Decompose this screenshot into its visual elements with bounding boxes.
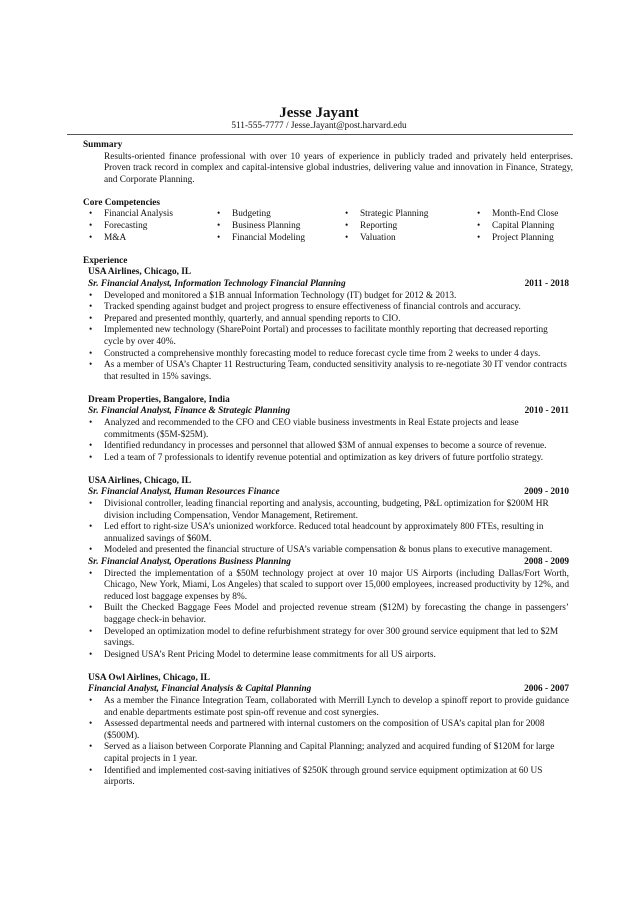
competency-item: • Capital Planning <box>476 221 576 233</box>
achievement-item: • Identified and implemented cost-saving initiatives of $250K through ground service equipment optimization at 60 US airports. <box>88 766 573 789</box>
achievement-item: • Prepared and presented monthly, quarterly, and annual spending reports to CIO. <box>88 314 573 326</box>
competency-item: • Financial Modeling <box>216 233 344 245</box>
achievement-item: • Built the Checked Baggage Fees Model and projected revenue stream ($12M) by forecasting the change in passengers’ baggage check-in behavior. <box>88 603 573 626</box>
competency-item: • Budgeting <box>216 209 344 221</box>
achievement-item: • Identified redundancy in processes and personnel that allowed $3M of annual expenses to become a source of revenue. <box>88 441 573 453</box>
achievement-item: • Developed an optimization model to define refurbishment strategy for over 300 ground service equipment that led to $2M savings. <box>88 627 573 650</box>
job-role <box>88 487 573 499</box>
candidate-name: Jesse Jayant <box>279 105 359 121</box>
achievement-item: • Served as a liaison between Corporate Planning and Capital Planning; analyzed and acquired funding of $120M for large capital projects in 1 year. <box>88 742 573 765</box>
competency-item: • Project Planning <box>476 233 576 245</box>
job-role <box>88 557 573 569</box>
summary-text: Results-oriented finance professional with over 10 years of experience in publicly traded and privately held enterprises. Proven track record in complex and capital-intensive global industries, delivering value and innovation in Finance, Strategy, and Corporate Planning. <box>104 151 573 185</box>
achievement-list <box>88 499 573 557</box>
competency-item: • Valuation <box>344 233 476 245</box>
achievement-list <box>88 696 573 789</box>
achievement-item: • Led effort to right-size USA’s unionized workforce. Reduced total headcount by approximately 800 FTEs, resulting in annualized savings of $60M. <box>88 522 573 545</box>
role-dates: 2006 - 2007 <box>524 684 569 695</box>
competency-item: • Forecasting <box>88 221 216 233</box>
role-dates: 2011 - 2018 <box>524 278 569 289</box>
employer-name: USA Airlines, Chicago, IL <box>88 267 192 278</box>
job-role <box>88 684 573 696</box>
achievement-item: • Analyzed and recommended to the CFO and CEO viable business investments in Real Estate projects and lease commitments ($5M-$25M). <box>88 418 573 441</box>
achievement-item: • Designed USA’s Rent Pricing Model to determine lease commitments for all US airports. <box>88 650 573 662</box>
competency-item: • Strategic Planning <box>344 209 476 221</box>
competency-item: • Business Planning <box>216 221 344 233</box>
role-dates: 2009 - 2010 <box>524 487 569 498</box>
resume-body <box>83 140 573 789</box>
job-role <box>88 406 573 418</box>
achievement-item: • Divisional controller, leading financial reporting and analysis, accounting, budgeting, P&L optimization for $200M HR division including Compensation, Vendor Management, Retirement. <box>88 499 573 522</box>
achievement-item: • Assessed departmental needs and partnered with internal customers on the composition of USA’s capital plan for 2008 ($500M). <box>88 719 573 742</box>
role-dates: 2010 - 2011 <box>524 406 569 417</box>
achievement-list <box>88 291 573 384</box>
competencies-heading: Core Competencies <box>83 197 161 208</box>
achievement-item: • Tracked spending against budget and project progress to ensure effectiveness of financial controls and accuracy. <box>88 302 573 314</box>
role-title: Sr. Financial Analyst, Finance & Strategic Planning <box>88 406 291 417</box>
achievement-item: • As a member the Finance Integration Team, collaborated with Merrill Lynch to develop a spinoff report to provide guidance and enable departments estimate post spin-off revenue and cost synergies. <box>88 696 573 719</box>
achievement-list <box>88 418 573 464</box>
achievement-list <box>88 569 573 662</box>
employer-name: Dream Properties, Bangalore, India <box>88 394 230 405</box>
job-role <box>88 279 573 291</box>
competency-item: • Month-End Close <box>476 209 576 221</box>
role-title: Sr. Financial Analyst, Human Resources Finance <box>88 487 280 498</box>
competencies-list <box>88 209 573 244</box>
achievement-item: • Developed and monitored a $1B annual Information Technology (IT) budget for 2012 & 2013. <box>88 291 573 303</box>
competency-item: • Reporting <box>344 221 476 233</box>
achievement-item: • As a member of USA’s Chapter 11 Restructuring Team, conducted sensitivity analysis to re-negotiate 30 IT vendor contracts that resulted in 15% savings. <box>88 360 573 383</box>
achievement-item: • Modeled and presented the financial structure of USA’s variable compensation & bonus plans to executive management. <box>88 545 573 557</box>
role-title: Financial Analyst, Financial Analysis & Capital Planning <box>88 684 312 695</box>
summary-heading: Summary <box>83 140 123 150</box>
experience-heading: Experience <box>83 255 128 266</box>
competency-item: • M&A <box>88 233 216 245</box>
achievement-item: • Led a team of 7 professionals to identify revenue potential and optimization as key drivers of future portfolio strategy. <box>88 453 573 465</box>
achievement-item: • Implemented new technology (SharePoint Portal) and processes to facilitate monthly reporting that decreased reporting cycle by over 40%. <box>88 325 573 348</box>
employer-name: USA Owl Airlines, Chicago, IL <box>88 672 210 683</box>
achievement-item: • Directed the implementation of a $50M technology project at over 10 major US Airports (including Dallas/Fort Worth, Chicago, New York, Miami, Los Angeles) that scaled to support over 15,000 employees, increased productivity by 12%, and reduced lost baggage expenses by 8%. <box>88 569 573 604</box>
role-title: Sr. Financial Analyst, Operations Business Planning <box>88 557 291 567</box>
competency-item: • Financial Analysis <box>88 209 216 221</box>
employer-name: USA Airlines, Chicago, IL <box>88 475 192 486</box>
contact-line: 511-555-7777 / Jesse.Jayant@post.harvard.edu <box>231 121 407 131</box>
role-title: Sr. Financial Analyst, Information Technology Financial Planning <box>88 278 346 289</box>
header-divider <box>67 134 573 135</box>
achievement-item: • Constructed a comprehensive monthly forecasting model to reduce forecast cycle time from 2 weeks to under 4 days. <box>88 349 573 361</box>
role-dates: 2008 - 2009 <box>524 557 569 567</box>
